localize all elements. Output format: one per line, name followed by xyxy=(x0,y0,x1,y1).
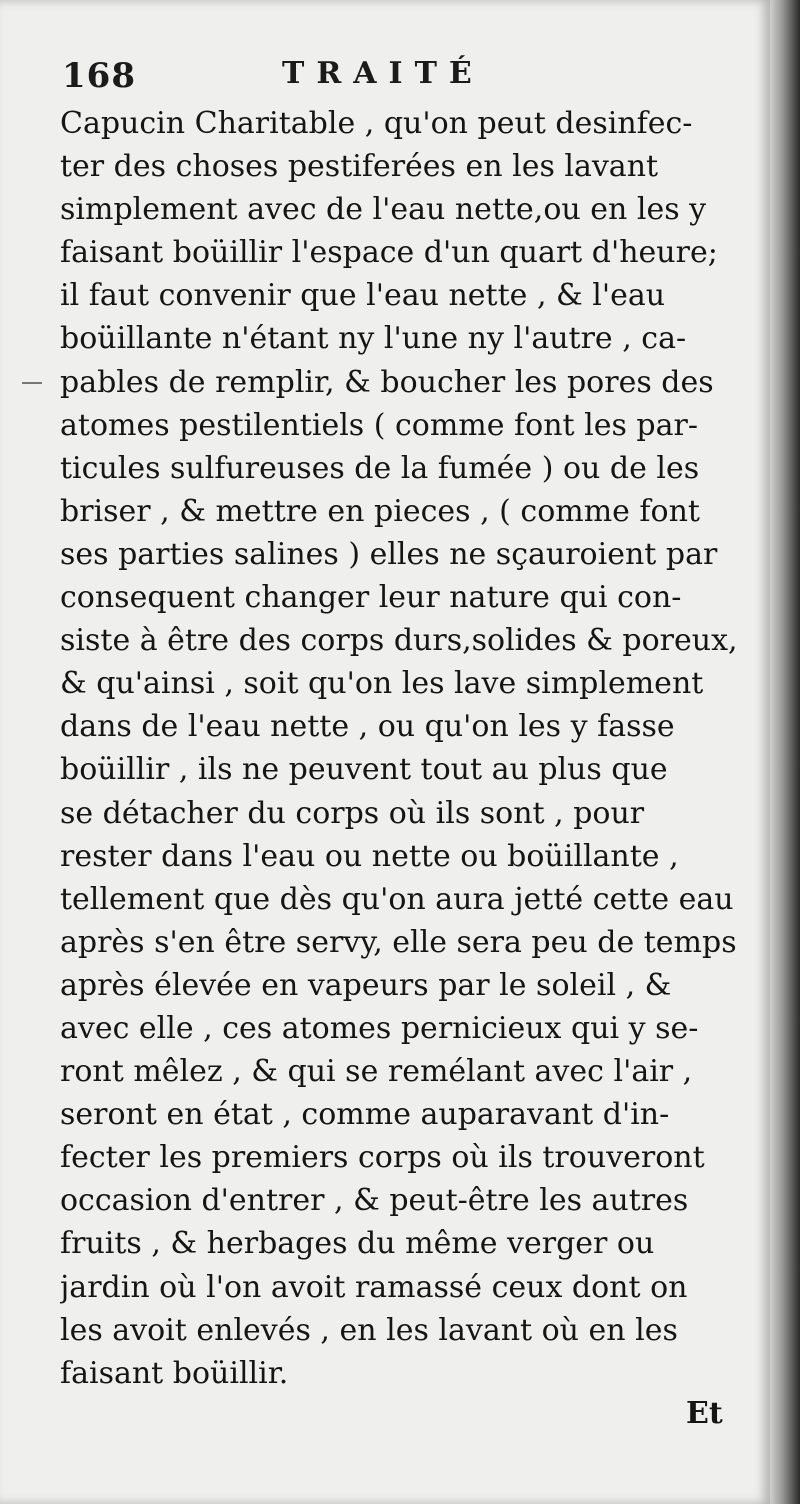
text-line: faisant boüillir l'espace d'un quart d'heure; xyxy=(60,235,718,271)
text-line: faisant boüillir. xyxy=(60,1355,289,1391)
text-line: se détacher du corps où ils sont , pour xyxy=(60,795,645,831)
page-number: 168 xyxy=(62,56,136,96)
text-line: ses parties salines ) elles ne sçauroient par xyxy=(60,536,718,572)
text-line: Capucin Charitable , qu'on peut desinfec- xyxy=(60,106,693,141)
catchword: Et xyxy=(686,1396,723,1431)
body-text xyxy=(60,102,740,1395)
text-line: il faut convenir que l'eau nette , & l'eau xyxy=(60,278,666,314)
text-line: avec elle , ces atomes pernicieux qui y se- xyxy=(60,1010,699,1046)
text-line: siste à être des corps durs,solides & poreux, xyxy=(60,623,738,659)
text-line: occasion d'entrer , & peut-être les autres xyxy=(60,1183,689,1219)
text-line: fecter les premiers corps où ils trouveront xyxy=(60,1140,705,1176)
text-line: ter des choses pestiferées en les lavant xyxy=(60,149,659,185)
page-header xyxy=(60,50,740,100)
running-title: TRAITÉ xyxy=(282,56,484,91)
page-edge xyxy=(770,0,800,1504)
text-line: les avoit enlevés , en les lavant où en les xyxy=(60,1312,678,1348)
text-line: jardin où l'on avoit ramassé ceux dont on xyxy=(60,1269,688,1305)
text-line: & qu'ainsi , soit qu'on les lave simplement xyxy=(60,666,704,702)
text-line: simplement avec de l'eau nette,ou en les y xyxy=(60,192,707,228)
text-line: ront mêlez , & qui se remélant avec l'air , xyxy=(60,1054,693,1090)
text-line: dans de l'eau nette , ou qu'on les y fasse xyxy=(60,709,675,745)
text-line: rester dans l'eau ou nette ou boüillante , xyxy=(60,838,679,874)
margin-mark xyxy=(22,382,42,384)
text-line: après élevée en vapeurs par le soleil , & xyxy=(60,967,672,1003)
text-line: fruits , & herbages du même verger ou xyxy=(60,1226,655,1262)
text-line: boüillante n'étant ny l'une ny l'autre , ca- xyxy=(60,321,687,357)
text-line: pables de remplir, & boucher les pores des xyxy=(60,364,714,400)
text-line: boüillir , ils ne peuvent tout au plus que xyxy=(60,752,668,788)
text-line: atomes pestilentiels ( comme font les par- xyxy=(60,407,698,443)
text-line: consequent changer leur nature qui con- xyxy=(60,580,682,616)
text-line: après s'en être servy, elle sera peu de temps xyxy=(60,924,737,960)
text-line: ticules sulfureuses de la fumée ) ou de les xyxy=(60,450,700,486)
text-line: seront en état , comme auparavant d'in- xyxy=(60,1097,670,1133)
text-line: briser , & mettre en pieces , ( comme font xyxy=(60,493,700,529)
text-line: tellement que dès qu'on aura jetté cette eau xyxy=(60,881,734,917)
